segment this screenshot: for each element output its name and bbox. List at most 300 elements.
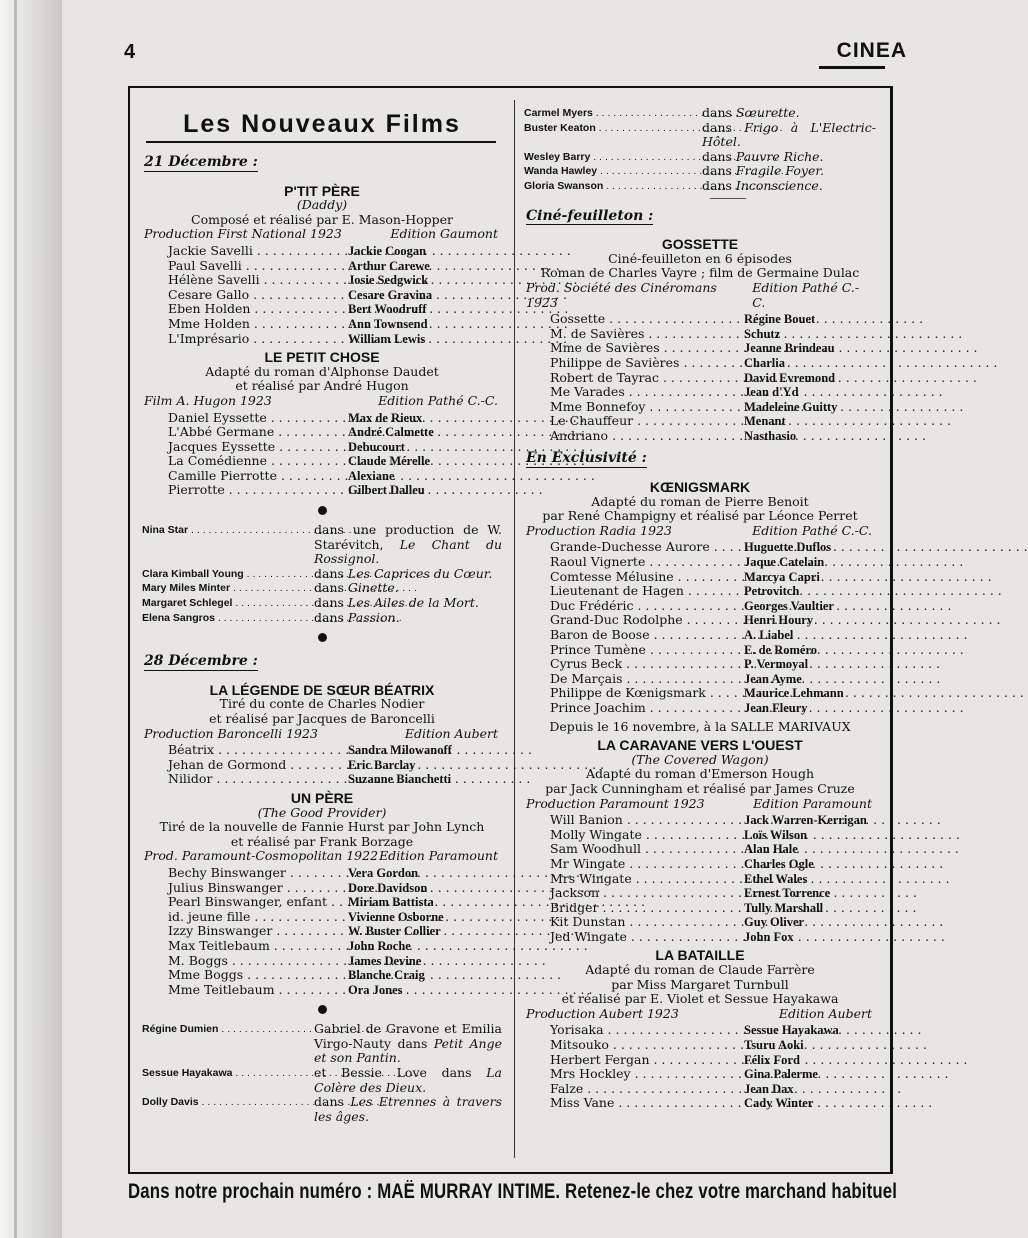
actor-name: Jeanne Brindeau — [744, 341, 835, 356]
character-name: Philippe de Kœnigsmark . . . — [550, 686, 740, 701]
production-company: Production Paramount 1923 — [526, 795, 705, 811]
star-name: Dolly Davis . . . — [142, 1095, 314, 1124]
star-film-prefix: dans — [314, 580, 348, 596]
cast-row — [524, 828, 876, 843]
cast-row — [142, 910, 502, 925]
star-film-prefix: dans — [702, 148, 736, 164]
cast-row — [524, 1053, 876, 1068]
character-name: Daniel Eyssette . . . — [168, 411, 344, 426]
cast-row — [524, 1096, 876, 1111]
cast-row — [142, 758, 502, 773]
star-film — [314, 1022, 502, 1066]
production-company: Production Aubert 1923 — [526, 1005, 679, 1021]
cast-row — [524, 686, 876, 701]
star-list — [142, 1022, 502, 1124]
actor-name: E. de Roméro — [744, 642, 818, 657]
production-line — [142, 394, 502, 409]
film-credit: et réalisé par Jacques de Baroncelli — [209, 711, 435, 726]
character-name: Paul Savelli . . . — [168, 259, 344, 274]
cast-list — [142, 244, 502, 346]
actor-name: Debucourt — [348, 439, 405, 454]
actor-name: Tully Marshall — [744, 900, 824, 915]
film-credit: Ciné-feuilleton en 6 épisodes — [608, 250, 792, 266]
character-name: Sam Woodhull . . . — [550, 842, 740, 857]
cast-row — [524, 312, 876, 327]
actor-name: Jackie Coogan — [348, 243, 427, 258]
actor-name: Ernest Torrence — [744, 886, 831, 901]
distributor: Edition Gaumont — [390, 226, 498, 242]
distributor: Edition Pathé C.-C. — [752, 522, 872, 538]
film-title: GOSSETTE — [661, 236, 739, 253]
star-film — [702, 150, 876, 165]
character-name: L'Imprésario . . . — [168, 332, 344, 347]
production-line — [142, 727, 502, 742]
cast-list — [524, 1023, 876, 1111]
cast-row — [524, 1038, 876, 1053]
actor-name: A. Liabel — [744, 628, 794, 642]
character-name: Yorisaka . . . — [550, 1023, 740, 1038]
cast-row — [142, 772, 502, 787]
cast-row — [142, 454, 502, 469]
character-name: Baron de Boose . . . — [550, 628, 740, 643]
distributor: Edition Aubert — [778, 1005, 872, 1021]
star-film-title: Frigo à L'Electric-Hôtel. — [702, 119, 876, 150]
actor-name: W. Buster Collier — [348, 924, 441, 939]
star-entry — [142, 567, 502, 582]
cast-row — [524, 1023, 876, 1038]
cast-row — [524, 613, 876, 628]
cast-row — [524, 341, 876, 356]
distributor: Edition Paramount — [379, 848, 498, 864]
cast-row — [524, 886, 876, 901]
character-name: Jacques Eyssette . . . — [168, 440, 344, 455]
cast-row — [524, 628, 876, 643]
star-name: Clara Kimball Young . . . — [142, 567, 314, 582]
star-film-prefix: dans — [702, 105, 736, 120]
bullet-separator — [318, 506, 327, 515]
cast-row — [142, 866, 502, 881]
character-name: Will Banion . . . — [550, 813, 740, 828]
star-film — [314, 581, 502, 596]
character-name: Lieutenant de Hagen . . . — [550, 584, 740, 599]
cast-row — [142, 881, 502, 896]
production-line — [142, 227, 502, 242]
production-line — [524, 1007, 876, 1022]
next-issue-banner: Dans notre prochain numéro : MAË MURRAY INTIME. Retenez-le chez votre marchand habituel — [128, 1180, 898, 1203]
film-credit: et réalisé par E. Violet et Sessue Hayakawa — [561, 991, 839, 1007]
cast-row — [524, 1067, 876, 1082]
character-name: Grand-Duc Rodolphe . . . — [550, 613, 740, 628]
star-entry — [524, 164, 876, 179]
distributor: Edition Aubert — [404, 725, 498, 741]
actor-name: Petrovitch — [744, 584, 800, 599]
star-list — [524, 106, 876, 194]
actor-name: John Roche — [348, 938, 411, 953]
cast-row — [142, 968, 502, 983]
journal-rule — [819, 66, 885, 69]
character-name: Jehan de Gormond . . . — [168, 758, 344, 773]
actor-name: Guy Oliver — [744, 915, 805, 930]
star-film-prefix: dans une production de W. Starévitch, — [314, 522, 502, 552]
character-name: Duc Frédéric . . . — [550, 599, 740, 614]
star-film — [314, 611, 502, 626]
character-name: Gossette . . . — [550, 312, 740, 327]
star-entry — [524, 106, 876, 121]
film-title: LE PETIT CHOSE — [264, 349, 380, 366]
film-credit: par Miss Margaret Turnbull — [611, 976, 789, 992]
section-heading-serial: Ciné-feuilleton : — [526, 207, 654, 224]
star-name: Buster Keaton . . . — [524, 121, 702, 150]
cast-row — [524, 872, 876, 887]
cast-row — [524, 599, 876, 614]
star-film — [702, 106, 876, 121]
star-film — [314, 523, 502, 567]
cast-row — [524, 915, 876, 930]
right-column — [524, 106, 876, 1115]
star-film-title: Fragile Foyer. — [735, 163, 824, 179]
short-rule — [710, 198, 746, 199]
character-name: Cesare Gallo . . . — [168, 288, 344, 303]
star-entry — [142, 581, 502, 596]
character-name: Eben Holden . . . — [168, 302, 344, 317]
cast-row — [524, 400, 876, 415]
character-name: Julius Binswanger . . . — [168, 881, 344, 896]
character-name: Camille Pierrotte . . . — [168, 469, 344, 484]
star-entry — [142, 1095, 502, 1124]
cast-row — [524, 356, 876, 371]
actor-name: David Evremond — [744, 370, 836, 385]
star-film — [314, 1095, 502, 1124]
film-title: UN PÈRE — [290, 789, 354, 806]
actor-name: Sandra Milowanoff — [348, 743, 452, 758]
date-heading-2: 28 Décembre : — [144, 653, 258, 670]
film-credit: Roman de Charles Vayre ; film de Germaine Dulac — [540, 265, 860, 281]
actor-name: Charlia — [744, 355, 785, 370]
film-credit: Adapté du roman d'Emerson Hough — [585, 766, 814, 782]
star-film-prefix: dans — [702, 119, 745, 135]
cast-row — [524, 672, 876, 687]
actor-name: Jaque Catelain — [744, 555, 825, 570]
actor-name: André Calmette — [348, 425, 434, 440]
star-entry — [142, 1022, 502, 1066]
star-name: Régine Dumien . . . — [142, 1022, 314, 1066]
film-title: LA BATAILLE — [655, 947, 745, 964]
star-film-title: Petit Ange et son Pantin. — [314, 1035, 502, 1066]
cast-row — [142, 743, 502, 758]
actor-name: Jean Ayme — [744, 671, 802, 686]
distributor: Edition Paramount — [753, 795, 872, 811]
film-gossette — [524, 237, 876, 443]
star-film-title: Passion. — [347, 609, 400, 625]
character-name: Mr Wingate . . . — [550, 857, 740, 872]
film-credit: Adapté du roman de Pierre Benoit — [591, 493, 809, 509]
character-name: Falze . . . — [550, 1082, 740, 1097]
book-spine — [0, 0, 62, 1238]
star-name: Wesley Barry . . . — [524, 150, 702, 165]
film-title: KŒNIGSMARK — [649, 479, 751, 496]
character-name: La Comédienne . . . — [168, 454, 344, 469]
character-name: Mrs Wingate . . . — [550, 872, 740, 887]
character-name: Mitsouko . . . — [550, 1038, 740, 1053]
actor-name: Cady Winter — [744, 1096, 814, 1111]
character-name: Mme Teitlebaum . . . — [168, 983, 344, 998]
character-name: Max Teitlebaum . . . — [168, 939, 344, 954]
character-name: Kit Dunstan . . . — [550, 915, 740, 930]
film-un-pere — [142, 791, 502, 997]
star-entry — [524, 179, 876, 194]
character-name: Miss Vane . . . — [550, 1096, 740, 1111]
character-name: Prince Joachim . . . — [550, 701, 740, 716]
left-column — [142, 104, 502, 1124]
production-company: Film A. Hugon 1923 — [144, 392, 272, 408]
star-name: Carmel Myers . . . — [524, 106, 702, 121]
spine-edge — [14, 0, 17, 1238]
character-name: Comtesse Mélusine . . . — [550, 570, 740, 585]
character-name: Nilidor . . . — [168, 772, 344, 787]
page-number: 4 — [124, 41, 136, 63]
star-film — [702, 164, 876, 179]
star-name: Elena Sangros . . . — [142, 611, 314, 626]
star-film — [314, 1066, 502, 1095]
actor-name: Marcya Capri — [744, 569, 820, 584]
character-name: M. Boggs . . . — [168, 954, 344, 969]
actor-name: Jean Fleury — [744, 700, 808, 715]
star-film-prefix: et Bessie Love dans — [314, 1065, 487, 1081]
film-credit: par Jack Cunningham et réalisé par James Cruze — [545, 780, 855, 796]
cast-row — [142, 273, 502, 288]
film-credit: Adapté du roman de Claude Farrère — [585, 962, 815, 978]
star-name: Mary Miles Minter . . . — [142, 581, 314, 596]
actor-name: Sessue Hayakawa — [744, 1023, 839, 1038]
character-name: Pearl Binswanger, enfant . . . — [168, 895, 344, 910]
star-entry — [524, 121, 876, 150]
film-le-petit-chose — [142, 350, 502, 498]
cast-row — [524, 657, 876, 672]
film-credit: par René Champigny et réalisé par Léonce Perret — [542, 508, 858, 524]
cast-row — [524, 930, 876, 945]
character-name: Grande-Duchesse Aurore . . . — [550, 540, 740, 555]
cast-row — [142, 317, 502, 332]
cast-row — [142, 411, 502, 426]
film-subtitle: (Daddy) — [296, 197, 348, 213]
actor-name: Max de Rieux — [348, 410, 423, 425]
film-title: LA LÉGENDE DE SŒUR BÉATRIX — [209, 681, 435, 698]
character-name: Me Varades . . . — [550, 385, 740, 400]
character-name: Mrs Hockley . . . — [550, 1067, 740, 1082]
main-title: Les Nouveaux Films — [183, 110, 461, 138]
film-subtitle: (The Good Provider) — [257, 804, 387, 820]
cast-list — [142, 411, 502, 499]
cast-row — [524, 540, 876, 555]
character-name: Bechy Binswanger . . . — [168, 866, 344, 881]
cast-row — [524, 414, 876, 429]
actor-name: Suzanne Bianchetti — [348, 772, 452, 787]
star-film — [314, 567, 502, 582]
star-film — [702, 179, 876, 194]
cast-row — [142, 469, 502, 484]
actor-name: Dore Davidson — [348, 880, 428, 895]
bullet-separator — [318, 1005, 327, 1014]
actor-name: Bert Woodruff — [348, 302, 427, 317]
character-name: id. jeune fille . . . — [168, 910, 344, 925]
star-film-title: Inconscience. — [735, 177, 823, 193]
cast-list — [142, 743, 502, 787]
film-credit: et réalisé par André Hugon — [235, 378, 409, 394]
cast-list — [524, 540, 876, 715]
star-film — [702, 121, 876, 150]
cast-list — [524, 813, 876, 944]
star-name: Nina Star . . . — [142, 523, 314, 567]
star-film-prefix: dans — [314, 609, 348, 625]
actor-name: Miriam Battista — [348, 895, 434, 910]
character-name: Jackie Savelli . . . — [168, 244, 344, 259]
cast-row — [524, 643, 876, 658]
star-film-title: Ginette. — [347, 580, 399, 596]
character-name: Molly Wingate . . . — [550, 828, 740, 843]
cast-row — [142, 895, 502, 910]
film-credit: Tiré de la nouvelle de Fannie Hurst par John Lynch — [159, 819, 485, 835]
production-line — [142, 849, 502, 864]
film-legende-soeur-beatrix — [142, 683, 502, 787]
journal-name: CINEA — [836, 39, 907, 62]
cast-row — [524, 813, 876, 828]
actor-name: Alexiane — [348, 468, 395, 483]
star-film-title: Sœurette. — [735, 105, 800, 120]
actor-name: Nasthasio — [744, 428, 797, 443]
star-film-title: Les Etrennes à travers les âges. — [314, 1094, 502, 1124]
actor-name: Menant — [744, 414, 786, 429]
actor-name: Jack Warren-Kerrigan — [744, 813, 867, 828]
title-rule — [146, 141, 496, 143]
film-credit: Composé et réalisé par E. Mason-Hopper — [191, 211, 453, 227]
character-name: Hélène Savelli . . . — [168, 273, 344, 288]
actor-name: Arthur Carewe — [348, 258, 430, 273]
character-name: Cyrus Beck . . . — [550, 657, 740, 672]
cast-row — [142, 425, 502, 440]
screening-note: Depuis le 16 novembre, à la SALLE MARIVAUX — [549, 718, 851, 734]
production-company: Prod. Société des Cinéromans 1923 — [526, 279, 717, 310]
character-name: Raoul Vignerte . . . — [550, 555, 740, 570]
production-line — [524, 281, 876, 310]
star-list — [142, 523, 502, 625]
cast-row — [524, 555, 876, 570]
film-koenigsmark — [524, 480, 876, 734]
actor-name: Jean d'Yd — [744, 385, 799, 400]
character-name: Robert de Tayrac . . . — [550, 371, 740, 386]
actor-name: William Lewis — [348, 331, 426, 346]
actor-name: Eric Barclay — [348, 757, 416, 772]
star-film-title: La Colère des Dieux. — [314, 1065, 502, 1095]
cast-row — [142, 288, 502, 303]
character-name: Herbert Fergan . . . — [550, 1053, 740, 1068]
production-line — [524, 524, 876, 539]
actor-name: Vivienne Osborne — [348, 909, 444, 924]
film-ptit-pere — [142, 184, 502, 347]
cast-row — [524, 429, 876, 444]
star-name: Gloria Swanson . . . — [524, 179, 702, 194]
actor-name: Ethel Wales — [744, 871, 808, 886]
cast-row — [524, 327, 876, 342]
film-la-caravane-vers-louest — [524, 738, 876, 944]
film-credit: Tiré du conte de Charles Nodier — [219, 696, 425, 712]
actor-name: Régine Bouet — [744, 312, 816, 327]
actor-name: Cesare Gravina — [348, 287, 433, 302]
actor-name: John Fox — [744, 929, 794, 944]
cast-row — [524, 570, 876, 585]
cast-row — [524, 901, 876, 916]
film-credit: Adapté du roman d'Alphonse Daudet — [205, 363, 439, 379]
cast-row — [524, 371, 876, 386]
actor-name: Blanche Craig — [348, 968, 425, 983]
character-name: Jed Wingate . . . — [550, 930, 740, 945]
cast-row — [524, 701, 876, 716]
star-film-title: Pauvre Riche. — [735, 148, 824, 164]
character-name: Mme de Savières . . . — [550, 341, 740, 356]
distributor: Edition Pathé C.-C. — [752, 279, 860, 310]
character-name: De Marçais . . . — [550, 672, 740, 687]
date-heading-1: 21 Décembre : — [144, 154, 258, 170]
cast-row — [524, 1082, 876, 1097]
star-entry — [142, 523, 502, 567]
cast-row — [524, 842, 876, 857]
actor-name: Henri Houry — [744, 613, 814, 628]
actor-name: Maurice Lehmann — [744, 686, 844, 701]
character-name: L'Abbé Germane . . . — [168, 425, 344, 440]
star-entry — [142, 596, 502, 611]
actor-name: Jean Dax — [744, 1081, 794, 1096]
star-film — [314, 596, 502, 611]
actor-name: Huguette Duflos — [744, 540, 832, 555]
character-name: Béatrix . . . — [168, 743, 344, 758]
film-la-bataille — [524, 948, 876, 1111]
character-name: Andriano . . . — [550, 429, 740, 444]
actor-name: Josie Sedgwick — [348, 273, 429, 288]
actor-name: Gina Palerme — [744, 1067, 818, 1082]
cast-list — [524, 312, 876, 443]
actor-name: Ann Townsend — [348, 316, 428, 331]
section-heading-exclusivite: En Exclusivité : — [526, 450, 647, 467]
film-title: P'TIT PÈRE — [284, 182, 360, 199]
star-film-title: Les Ailes de la Mort. — [347, 595, 479, 611]
cast-list — [142, 866, 502, 997]
actor-name: Gilbert Dalleu — [348, 483, 425, 498]
star-entry — [142, 1066, 502, 1095]
character-name: Prince Tumène . . . — [550, 643, 740, 658]
character-name: Jackson . . . — [550, 886, 740, 901]
cast-row — [142, 939, 502, 954]
actor-name: Ora Jones — [348, 982, 403, 997]
star-film-title: Le Chant du Rossignol. — [314, 536, 502, 567]
cast-row — [142, 332, 502, 347]
production-company: Production Radia 1923 — [526, 522, 672, 538]
film-subtitle: (The Covered Wagon) — [631, 751, 769, 767]
actor-name: Alan Hale — [744, 842, 798, 857]
star-entry — [142, 611, 502, 626]
star-film-title: Les Caprices du Cœur. — [347, 565, 493, 581]
cast-row — [142, 259, 502, 274]
star-film-prefix: dans — [314, 595, 348, 611]
star-entry — [524, 150, 876, 165]
production-company: Production Baroncelli 1923 — [144, 725, 318, 741]
cast-row — [524, 385, 876, 400]
star-name: Wanda Hawley . . . — [524, 164, 702, 179]
actor-name: Loïs Wilson — [744, 827, 808, 842]
character-name: Mme Holden . . . — [168, 317, 344, 332]
cast-row — [142, 483, 502, 498]
actor-name: P. Vermoyal — [744, 657, 809, 672]
distributor: Edition Pathé C.-C. — [378, 392, 498, 408]
character-name: Izzy Binswanger . . . — [168, 924, 344, 939]
